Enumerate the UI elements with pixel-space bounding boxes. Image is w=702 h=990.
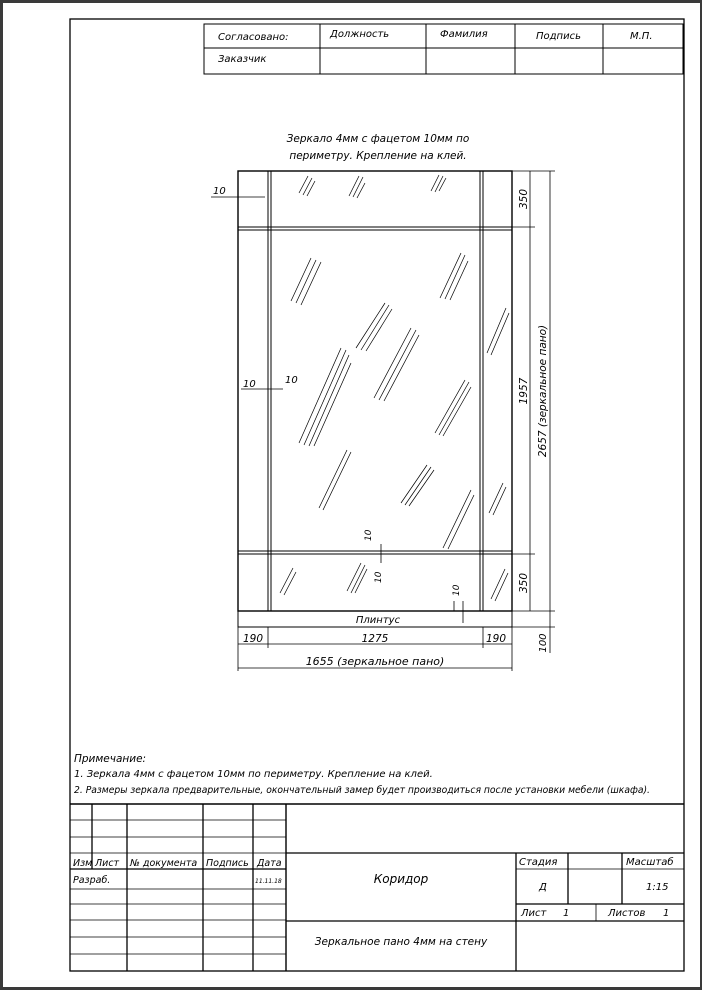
dim-right-mid: 1957 [518,377,530,405]
sheet-value: 1 [563,908,570,919]
project-name: Коридор [373,872,429,886]
scale-label: Масштаб [626,857,674,868]
dim-top-left: 10 [213,186,226,197]
dim-right-top: 350 [518,188,530,210]
dim-mid-left-b: 10 [285,375,298,386]
agreed-label: Согласовано: [218,32,289,43]
sheets-label: Листов [608,908,646,919]
plinth-label: Плинтус [355,615,401,626]
dim-center-a: 10 [364,529,374,541]
dim-bottom-right-w: 190 [485,633,507,645]
dim-center-b: 10 [374,571,384,583]
scale-value: 1:15 [646,882,669,893]
col-doc: № документа [130,858,198,869]
col-sheet: Лист [95,858,120,869]
signature-header: Подпись [536,31,581,42]
col-date: Дата [257,858,282,869]
mirror-panel [238,171,512,627]
sheets-value: 1 [663,908,670,919]
stage-label: Стадия [519,857,558,868]
stamp-header: М.П. [630,31,653,42]
notes-line-2: 2. Размеры зеркала предварительные, окончательный замер будет производиться после установки мебели (шкафа). [74,785,675,796]
col-signature: Подпись [206,858,249,869]
mirror-caption-line1: Зеркало 4мм с фацетом 10мм по [286,133,470,145]
stage-value: Д [539,882,547,893]
drawing-name: Зеркальное пано 4мм на стену [314,936,488,948]
position-header: Должность [330,29,390,40]
notes-title: Примечание: [74,753,147,765]
surname-header: Фамилия [440,29,488,40]
developed-label: Разраб. [73,875,111,886]
sheet-label: Лист [521,908,547,919]
dim-bottom-total: 1655 (зеркальное пано) [305,655,445,668]
dim-bottom-center: 1275 [361,633,389,645]
drawing-svg [3,3,700,987]
glass-hatching [280,175,509,601]
dim-right-total: 2657 (зеркальное пано) [537,324,549,458]
small-dimensions [211,197,463,623]
col-change: Изм [73,858,93,869]
notes-line-1: 1. Зеркала 4мм с фацетом 10мм по периметру. Крепление на клей. [74,769,433,780]
dim-right-plinth: 100 [538,633,549,653]
dim-bottom-right: 10 [452,584,462,596]
customer-label: Заказчик [218,54,267,65]
dim-mid-left-a: 10 [243,379,256,390]
date-value: 11.11.18 [255,878,282,885]
dim-bottom-left: 190 [242,633,264,645]
dim-right-bottom: 350 [518,572,530,594]
drawing-sheet [3,3,700,987]
mirror-caption-line2: периметру. Крепление на клей. [289,150,467,162]
